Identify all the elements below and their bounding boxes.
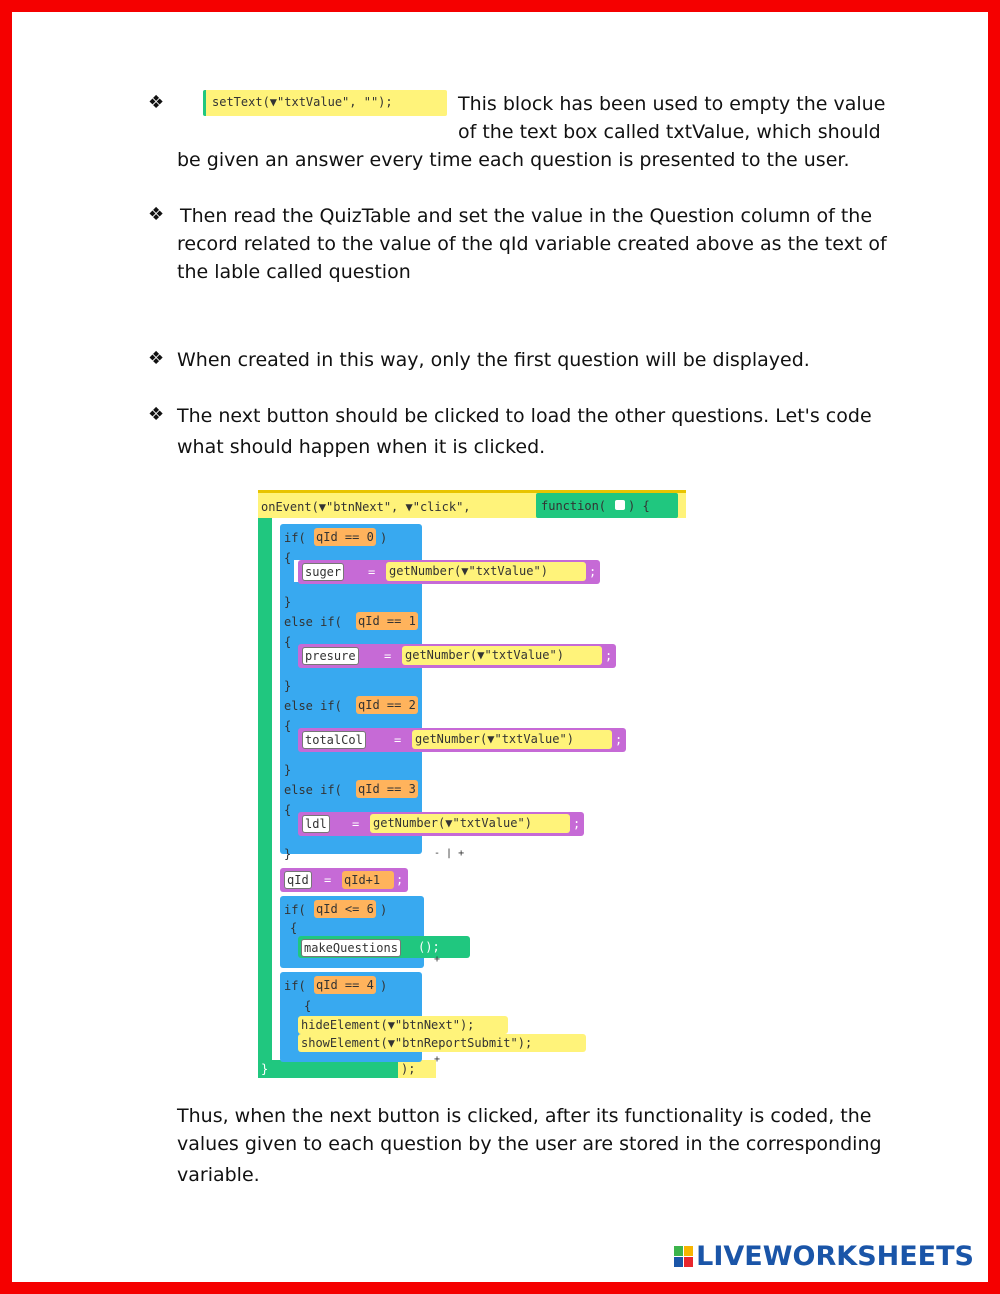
end-code: ); xyxy=(401,1062,416,1076)
semicolon: ; xyxy=(589,565,597,579)
open-brace: { xyxy=(284,551,292,565)
event-footer xyxy=(398,1060,436,1078)
getnumber-text: getNumber(▼"txtValue") xyxy=(389,564,548,578)
conclusion-line3: variable. xyxy=(177,1164,260,1186)
bullet2-line2: record related to the value of the qId variable created above as the text of xyxy=(177,233,887,255)
qid-plus-block xyxy=(342,871,394,889)
close-brace: } xyxy=(284,595,292,609)
getnumber-text: getNumber(▼"txtValue") xyxy=(405,648,564,662)
plus-control[interactable]: + xyxy=(434,954,441,965)
bullet2-line3: the lable called question xyxy=(177,261,411,283)
bullet1-line3: be given an answer every time each question is presented to the user. xyxy=(177,149,850,171)
assign-totalcol-block xyxy=(298,728,626,752)
eq-sign: = xyxy=(324,873,332,887)
conclusion-line1: Thus, when the next button is clicked, after its functionality is coded, the xyxy=(177,1105,872,1127)
call-suffix: (); xyxy=(418,940,440,954)
open-brace: { xyxy=(284,635,292,649)
bullet2-line1: Then read the QuizTable and set the value in the Question column of the xyxy=(180,205,873,227)
cond0-block xyxy=(314,528,376,546)
elseif-keyword: else if( xyxy=(284,699,342,713)
bullet-icon: ❖ xyxy=(148,404,165,425)
getnumber-text: getNumber(▼"txtValue") xyxy=(373,816,532,830)
settext-block xyxy=(203,90,447,116)
assign-suger-block xyxy=(298,560,600,584)
end-brace: } xyxy=(261,1062,269,1076)
open-brace: { xyxy=(284,719,292,733)
assign-presure-block xyxy=(298,644,616,668)
getnumber-block xyxy=(370,814,570,833)
elseif-keyword: else if( xyxy=(284,783,342,797)
presure-var: presure xyxy=(302,647,359,665)
cond0-text: qId == 0 xyxy=(316,530,374,544)
eq-sign: = xyxy=(368,565,376,579)
showelement-block xyxy=(298,1034,586,1052)
onevent-code: onEvent(▼"btnNext", ▼"click", xyxy=(261,500,471,514)
eq-sign: = xyxy=(352,817,360,831)
bullet-icon: ❖ xyxy=(148,204,165,225)
liveworksheets-logo xyxy=(674,1241,974,1272)
semicolon: ; xyxy=(605,649,613,663)
bullet-icon: ❖ xyxy=(148,92,165,113)
cond3-text: qId == 3 xyxy=(358,782,416,796)
cond2-text: qId == 2 xyxy=(358,698,416,712)
bullet-icon: ❖ xyxy=(148,348,165,369)
semicolon: ; xyxy=(615,733,623,747)
getnumber-block xyxy=(386,562,586,581)
conclusion-line2: values given to each question by the user are stored in the corresponding xyxy=(177,1133,882,1155)
cond1-text: qId == 1 xyxy=(358,614,416,628)
makequestions-block xyxy=(298,936,470,958)
increment-block xyxy=(280,868,408,892)
open-brace: { xyxy=(304,999,312,1013)
elseif-keyword: else if( xyxy=(284,615,342,629)
function-body-spine xyxy=(258,518,272,1078)
logo-mark-icon xyxy=(674,1246,694,1268)
minus-plus-control[interactable]: - | + xyxy=(434,848,465,859)
code-blocks-figure xyxy=(258,490,686,1078)
getnumber-text: getNumber(▼"txtValue") xyxy=(415,732,574,746)
close-brace: } xyxy=(284,679,292,693)
bullet4-line2: what should happen when it is clicked. xyxy=(177,436,546,458)
paren-close: ) xyxy=(380,979,388,993)
totalcol-var: totalCol xyxy=(302,731,366,749)
open-brace: { xyxy=(290,921,298,935)
function-footer xyxy=(258,1060,406,1078)
function-block xyxy=(536,493,678,518)
eq-sign: = xyxy=(394,733,402,747)
ldl-var: ldl xyxy=(302,815,330,833)
function-close: ) { xyxy=(628,499,650,513)
getnumber-block xyxy=(412,730,612,749)
if-keyword: if( xyxy=(284,979,306,993)
close-brace: } xyxy=(284,847,292,861)
settext-code: setText(▼"txtValue", ""); xyxy=(212,95,393,109)
hideelement-block xyxy=(298,1016,508,1034)
hide-code: hideElement(▼"btnNext"); xyxy=(301,1018,475,1032)
function-param-slot xyxy=(615,500,625,510)
show-code: showElement(▼"btnReportSubmit"); xyxy=(301,1036,533,1050)
semicolon: ; xyxy=(573,817,581,831)
getnumber-block xyxy=(402,646,602,665)
close-brace: } xyxy=(284,763,292,777)
eq-sign: = xyxy=(384,649,392,663)
bullet1-line2: of the text box called txtValue, which should xyxy=(458,121,881,143)
cond-eq4-block xyxy=(314,976,376,994)
cond-le6-block xyxy=(314,900,376,918)
qid-var: qId xyxy=(284,871,312,889)
qid-plus-text: qId+1 xyxy=(344,873,381,887)
paren-close: ) xyxy=(380,903,388,917)
bullet4-line1: The next button should be clicked to load the other questions. Let's code xyxy=(177,405,872,427)
bullet1-line1: This block has been used to empty the value xyxy=(458,93,886,115)
cond-le6-text: qId <= 6 xyxy=(316,902,374,916)
cond2-block xyxy=(356,696,418,714)
function-code: function( xyxy=(541,499,607,513)
suger-var: suger xyxy=(302,563,344,581)
semicolon: ; xyxy=(396,873,404,887)
logo-text: LIVEWORKSHEETS xyxy=(696,1241,974,1272)
cond1-block xyxy=(356,612,418,630)
paren-close: ) xyxy=(380,531,388,545)
makequestions-call: makeQuestions xyxy=(301,939,401,957)
plus-control[interactable]: + xyxy=(434,1054,441,1065)
cond3-block xyxy=(356,780,418,798)
if-keyword: if( xyxy=(284,531,306,545)
bullet3-line1: When created in this way, only the first question will be displayed. xyxy=(177,349,810,371)
open-brace: { xyxy=(284,803,292,817)
assign-ldl-block xyxy=(298,812,584,836)
if-keyword: if( xyxy=(284,903,306,917)
cond-eq4-text: qId == 4 xyxy=(316,978,374,992)
